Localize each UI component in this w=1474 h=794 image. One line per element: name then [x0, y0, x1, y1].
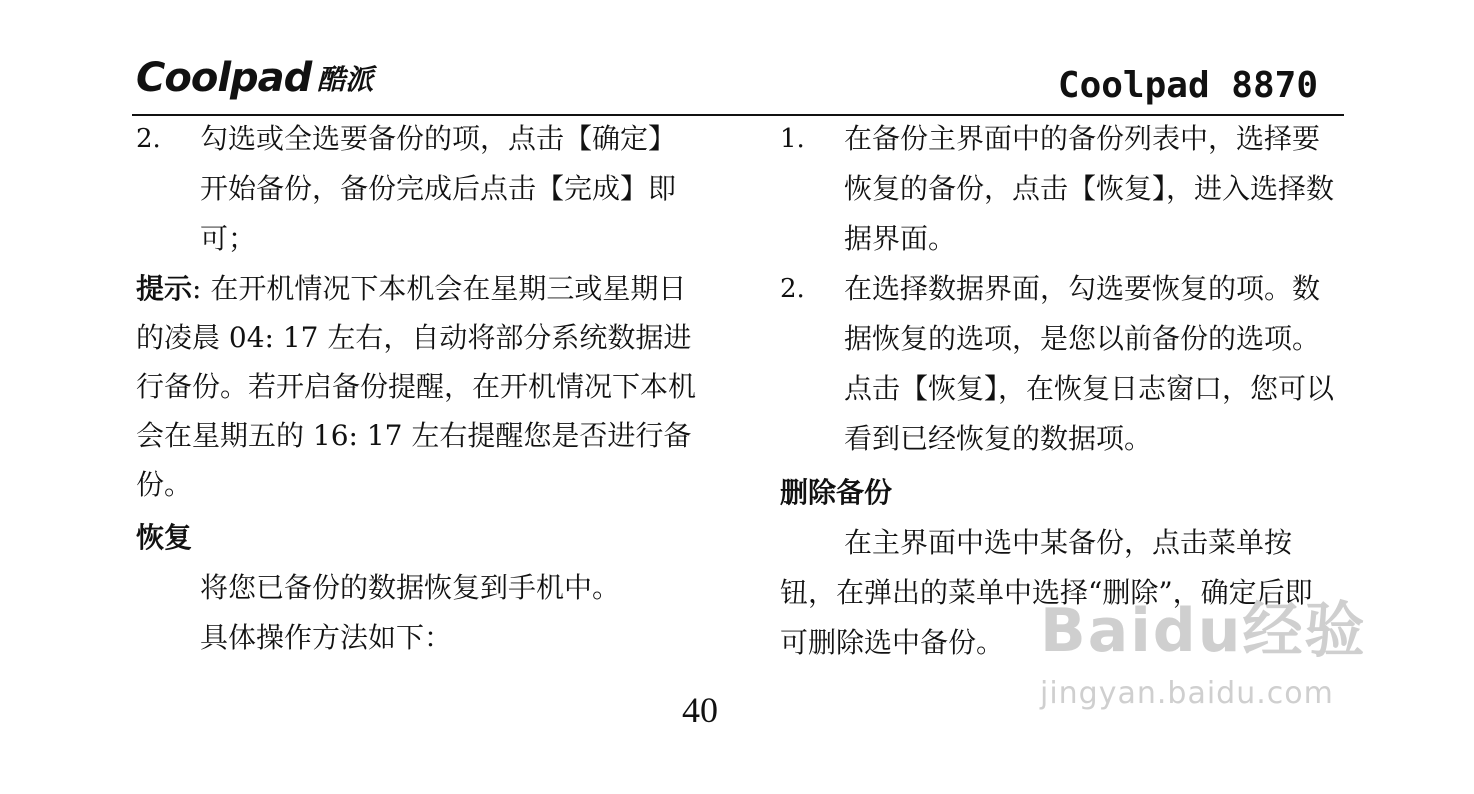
watermark-logo: Baidu经验 — [1040, 596, 1367, 666]
tip-label: 提示 — [136, 272, 193, 305]
watermark-url: jingyan.baidu.com — [1040, 676, 1334, 711]
tip-paragraph — [136, 264, 696, 509]
logo-wordmark: Coolpad — [136, 55, 312, 101]
tip-text: : 在开机情况下本机会在星期三或星期日的凌晨 04: 17 左右，自动将部分系统数据进行备份。若开启备份提醒，在开机情况下本机会在星期五的 16: 17 左右提醒您是否进行备份。 — [136, 272, 697, 501]
right-step-1 — [780, 114, 1380, 264]
coolpad-logo — [136, 56, 373, 100]
delete-heading: 删除备份 — [780, 476, 893, 509]
restore-line-2: 具体操作方法如下： — [200, 621, 453, 654]
left-step-2 — [136, 114, 736, 264]
step-text: 在选择数据界面，勾选要恢复的项。数据恢复的选项，是您以前备份的选项。点击【恢复】，在恢复日志窗口，您可以看到已经恢复的数据项。 — [844, 272, 1335, 455]
step-text: 在备份主界面中的备份列表中，选择要恢复的备份，点击【恢复】，进入选择数据界面。 — [844, 122, 1335, 255]
step-text: 勾选或全选要备份的项，点击【确定】开始备份，备份完成后点击【完成】即可； — [200, 122, 677, 255]
model-title: Coolpad 8870 — [1057, 65, 1318, 106]
right-step-2 — [780, 264, 1380, 464]
restore-heading: 恢复 — [136, 521, 193, 554]
logo-chinese: 酷派 — [317, 63, 374, 96]
step-number: 2. — [780, 274, 805, 304]
right-column — [780, 114, 1380, 668]
page-number: 40 — [682, 690, 718, 730]
step-number: 1. — [780, 124, 805, 154]
step-number: 2. — [136, 124, 161, 154]
delete-paragraph: 在主界面中选中某备份，点击菜单按钮，在弹出的菜单中选择“删除”，确定后即可删除选中备份。 — [780, 526, 1313, 659]
restore-line-1: 将您已备份的数据恢复到手机中。 — [200, 571, 621, 604]
left-column — [136, 114, 736, 663]
